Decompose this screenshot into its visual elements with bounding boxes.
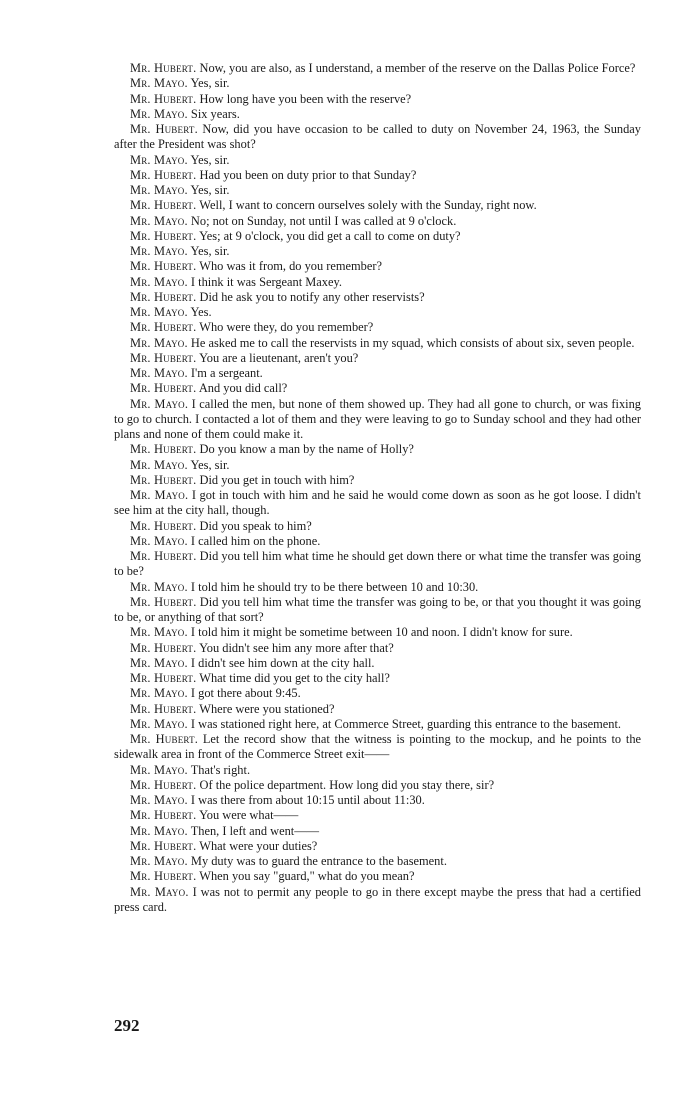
testimony-paragraph	[114, 366, 641, 381]
speaker-name: Mr. Mayo.	[130, 686, 188, 701]
testimony-paragraph	[114, 763, 641, 778]
testimony-paragraph	[114, 183, 641, 198]
speaker-name: Mr. Mayo.	[130, 396, 189, 411]
speaker-name: Mr. Mayo.	[130, 244, 188, 258]
page-number: 292	[114, 1016, 140, 1035]
testimony-text-span: Did you speak to him?	[199, 518, 312, 533]
testimony-paragraph	[114, 275, 641, 290]
testimony-text-span: What were your duties?	[199, 838, 318, 853]
testimony-text-span: What time did you get to the city hall?	[199, 671, 390, 685]
testimony-paragraph	[114, 625, 641, 640]
testimony-paragraph	[114, 336, 641, 351]
speaker-name: Mr. Mayo.	[130, 488, 189, 502]
speaker-name: Mr. Mayo.	[130, 823, 188, 838]
testimony-paragraph	[114, 473, 641, 488]
testimony-paragraph	[114, 397, 641, 443]
testimony-paragraph	[114, 92, 641, 107]
testimony-text-span: You didn't see him any more after that?	[199, 640, 394, 655]
speaker-name: Mr. Hubert.	[130, 122, 198, 136]
speaker-name: Mr. Mayo.	[130, 716, 188, 731]
speaker-name: Mr. Hubert.	[130, 259, 197, 274]
testimony-text-span: Did he ask you to notify any other reservists?	[199, 289, 425, 304]
testimony-text-span: I was there from about 10:15 until about 11:30.	[190, 793, 425, 807]
testimony-paragraph	[114, 290, 641, 305]
testimony-paragraph	[114, 869, 641, 884]
testimony-paragraph	[114, 732, 641, 763]
speaker-name: Mr. Hubert.	[130, 777, 197, 792]
testimony-paragraph	[114, 442, 641, 457]
testimony-text-span: Did you tell him what time the transfer was going to be, or that you thought it was going to be, or anything of that sort?	[114, 594, 641, 624]
speaker-name: Mr. Hubert.	[130, 350, 197, 365]
speaker-name: Mr. Mayo.	[130, 106, 188, 121]
testimony-text-span: Do you know a man by the name of Holly?	[199, 442, 414, 457]
testimony-text-span: Where were you stationed?	[199, 701, 335, 716]
speaker-name: Mr. Hubert.	[130, 869, 197, 884]
testimony-paragraph	[114, 580, 641, 595]
speaker-name: Mr. Hubert.	[130, 167, 197, 182]
testimony-text	[114, 61, 641, 915]
testimony-paragraph	[114, 641, 641, 656]
testimony-paragraph	[114, 824, 641, 839]
speaker-name: Mr. Mayo.	[130, 76, 188, 91]
speaker-name: Mr. Hubert.	[130, 228, 197, 243]
testimony-text-span: And you did call?	[198, 381, 288, 396]
testimony-paragraph	[114, 808, 641, 823]
speaker-name: Mr. Mayo.	[130, 793, 188, 807]
speaker-name: Mr. Mayo.	[130, 854, 188, 868]
speaker-name: Mr. Hubert.	[130, 518, 197, 533]
testimony-paragraph	[114, 320, 641, 335]
testimony-paragraph	[114, 214, 641, 229]
speaker-name: Mr. Hubert.	[130, 198, 197, 213]
testimony-paragraph	[114, 885, 641, 916]
testimony-paragraph	[114, 122, 641, 153]
testimony-text-span: I think it was Sergeant Maxey.	[190, 274, 342, 289]
testimony-text-span: Now, you are also, as I understand, a member of the reserve on the Dallas Police Force?	[199, 61, 636, 75]
speaker-name: Mr. Mayo.	[130, 366, 188, 380]
testimony-paragraph	[114, 244, 641, 259]
testimony-paragraph	[114, 717, 641, 732]
speaker-name: Mr. Hubert.	[130, 732, 199, 746]
testimony-text-span: I called the men, but none of them showed up. They had all gone to church, or was fixing to go to church. I contacted a lot of them and they were leaving to go to Sunday school and they had other plans and none of them could make it.	[114, 396, 641, 441]
testimony-paragraph	[114, 305, 641, 320]
testimony-text-span: My duty was to guard the entrance to the basement.	[190, 854, 447, 868]
testimony-paragraph	[114, 671, 641, 686]
testimony-text-span: Let the record show that the witness is pointing to the mockup, and he points to the sidewalk area in front of the Commerce Street exit——	[114, 732, 642, 762]
testimony-paragraph	[114, 595, 641, 626]
testimony-text-span: No; not on Sunday, not until I was called at 9 o'clock.	[190, 213, 457, 228]
speaker-name: Mr. Mayo.	[130, 274, 188, 289]
speaker-name: Mr. Mayo.	[130, 213, 188, 228]
testimony-text-span: He asked me to call the reservists in my squad, which consists of about six, seven people.	[190, 335, 635, 350]
speaker-name: Mr. Hubert.	[130, 549, 197, 563]
speaker-name: Mr. Mayo.	[130, 152, 188, 167]
testimony-text-span: Yes, sir.	[190, 76, 230, 91]
speaker-name: Mr. Mayo.	[130, 335, 188, 350]
testimony-text-span: I'm a sergeant.	[190, 366, 263, 380]
testimony-paragraph	[114, 534, 641, 549]
testimony-paragraph	[114, 229, 641, 244]
testimony-text-span: I was not to permit any people to go in there except maybe the press that had a certified press card.	[114, 884, 641, 914]
testimony-paragraph	[114, 488, 641, 519]
testimony-text-span: When you say "guard," what do you mean?	[199, 869, 415, 884]
testimony-paragraph	[114, 458, 641, 473]
testimony-paragraph	[114, 686, 641, 701]
testimony-text-span: I told him it might be sometime between 10 and noon. I didn't know for sure.	[190, 625, 573, 640]
speaker-name: Mr. Mayo.	[130, 305, 188, 319]
testimony-text-span: I told him he should try to be there between 10 and 10:30.	[190, 579, 479, 594]
speaker-name: Mr. Mayo.	[130, 457, 188, 472]
speaker-name: Mr. Hubert.	[130, 808, 197, 823]
testimony-text-span: Yes, sir.	[190, 152, 230, 167]
speaker-name: Mr. Hubert.	[130, 671, 197, 685]
speaker-name: Mr. Hubert.	[130, 838, 197, 853]
speaker-name: Mr. Mayo.	[130, 579, 188, 594]
testimony-paragraph	[114, 351, 641, 366]
testimony-text-span: I was stationed right here, at Commerce Street, guarding this entrance to the basement.	[190, 716, 622, 731]
testimony-text-span: I didn't see him down at the city hall.	[190, 655, 375, 670]
speaker-name: Mr. Mayo.	[130, 625, 188, 640]
speaker-name: Mr. Hubert.	[130, 289, 197, 304]
testimony-paragraph	[114, 778, 641, 793]
speaker-name: Mr. Hubert.	[130, 701, 197, 716]
testimony-paragraph	[114, 793, 641, 808]
testimony-paragraph	[114, 168, 641, 183]
testimony-text-span: Yes, sir.	[190, 244, 230, 258]
testimony-text-span: Well, I want to concern ourselves solely with the Sunday, right now.	[199, 198, 537, 213]
testimony-text-span: Who was it from, do you remember?	[199, 259, 383, 274]
testimony-paragraph	[114, 76, 641, 91]
speaker-name: Mr. Hubert.	[130, 91, 197, 106]
testimony-text-span: Had you been on duty prior to that Sunday?	[199, 167, 417, 182]
testimony-text-span: I got there about 9:45.	[190, 686, 301, 701]
testimony-paragraph	[114, 259, 641, 274]
testimony-paragraph	[114, 854, 641, 869]
testimony-paragraph	[114, 549, 641, 580]
testimony-text-span: You were what——	[199, 808, 299, 823]
speaker-name: Mr. Mayo.	[130, 884, 189, 899]
testimony-text-span: Yes; at 9 o'clock, you did get a call to come on duty?	[199, 228, 461, 243]
testimony-paragraph	[114, 61, 641, 76]
testimony-text-span: How long have you been with the reserve?	[199, 91, 412, 106]
testimony-text-span: Six years.	[190, 106, 240, 121]
testimony-text-span: That's right.	[190, 762, 251, 777]
testimony-paragraph	[114, 381, 641, 396]
testimony-text-span: Who were they, do you remember?	[199, 320, 374, 335]
testimony-paragraph	[114, 107, 641, 122]
testimony-text-span: I called him on the phone.	[190, 533, 321, 548]
testimony-text-span: You are a lieutenant, aren't you?	[199, 350, 359, 365]
testimony-text-span: Did you tell him what time he should get down there or what time the transfer was going to be?	[114, 549, 641, 579]
testimony-text-span: Yes.	[190, 305, 212, 319]
speaker-name: Mr. Mayo.	[130, 183, 188, 197]
speaker-name: Mr. Hubert.	[130, 381, 197, 396]
testimony-paragraph	[114, 198, 641, 213]
testimony-paragraph	[114, 656, 641, 671]
testimony-text-span: Did you get in touch with him?	[199, 472, 355, 487]
testimony-paragraph	[114, 702, 641, 717]
testimony-paragraph	[114, 153, 641, 168]
testimony-paragraph	[114, 839, 641, 854]
testimony-text-span: Then, I left and went——	[190, 823, 320, 838]
speaker-name: Mr. Mayo.	[130, 655, 188, 670]
speaker-name: Mr. Mayo.	[130, 762, 188, 777]
speaker-name: Mr. Hubert.	[130, 442, 197, 457]
testimony-text-span: I got in touch with him and he said he would come down as soon as he got loose. I didn't see him at the city hall, though.	[114, 488, 641, 518]
speaker-name: Mr. Hubert.	[130, 640, 197, 655]
testimony-paragraph	[114, 519, 641, 534]
testimony-text-span: Yes, sir.	[190, 183, 230, 197]
testimony-text-span: Of the police department. How long did you stay there, sir?	[199, 777, 495, 792]
speaker-name: Mr. Hubert.	[130, 61, 197, 75]
testimony-text-span: Yes, sir.	[190, 457, 230, 472]
speaker-name: Mr. Hubert.	[130, 320, 197, 335]
speaker-name: Mr. Mayo.	[130, 533, 188, 548]
testimony-text-span: Now, did you have occasion to be called to duty on November 24, 1963, the Sunday after the President was shot?	[114, 122, 642, 152]
speaker-name: Mr. Hubert.	[130, 472, 197, 487]
speaker-name: Mr. Hubert.	[130, 594, 197, 609]
